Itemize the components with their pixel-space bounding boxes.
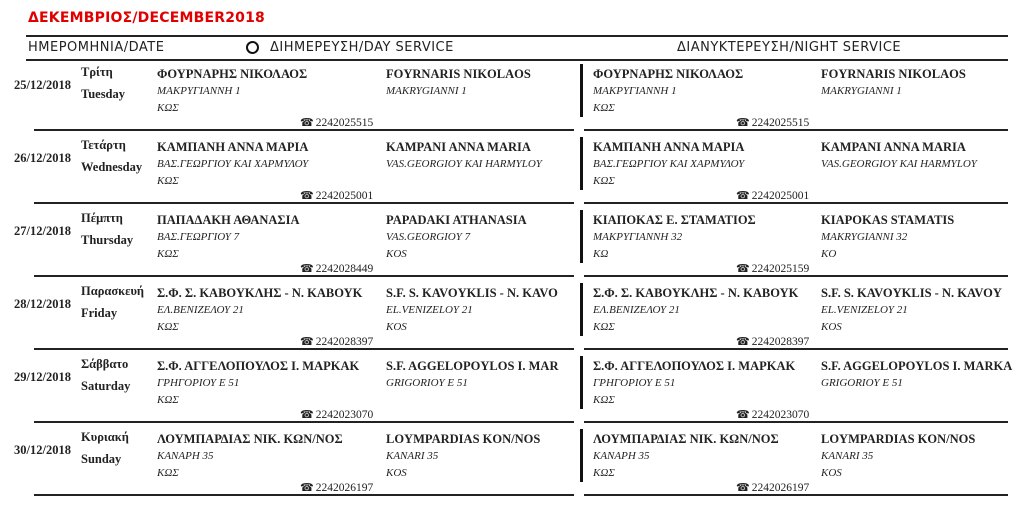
row-divider <box>34 494 574 496</box>
pharmacy-address: ΒΑΣ.ΓΕΩΡΓΙΟΥ 7 <box>157 231 240 243</box>
phone-number: 2242023070 <box>315 409 374 421</box>
table-row <box>0 139 1032 212</box>
night-pharmacy-greek <box>593 139 817 191</box>
pharmacy-address: KANARI 35 <box>821 450 874 462</box>
pharmacy-city: KO <box>821 248 837 260</box>
pharmacy-name: S.F. S. KAVOYKLIS - N. KAVO <box>386 286 558 300</box>
weekday-greek: Τρίτη <box>81 65 113 79</box>
pharmacy-city: ΚΩΣ <box>593 175 615 187</box>
column-divider <box>580 210 583 263</box>
telephone-icon: ☎ <box>736 335 750 348</box>
circle-icon <box>246 41 259 54</box>
pharmacy-address: KANARI 35 <box>386 450 439 462</box>
table-row <box>0 66 1032 139</box>
row-divider <box>584 275 1008 277</box>
table-header <box>26 35 1008 61</box>
pharmacy-address: VAS.GEORGIOY KAI HARMYLOY <box>386 158 542 170</box>
pharmacy-address: ΓΡΗΓΟΡΙΟΥ Ε 51 <box>593 377 676 389</box>
pharmacy-address: GRIGORIOY E 51 <box>821 377 903 389</box>
pharmacy-name: Σ.Φ. Σ. ΚΑΒΟΥΚΛΗΣ - Ν. ΚΑΒΟΥΚ <box>593 286 799 300</box>
day-pharmacy-latin <box>386 66 576 118</box>
pharmacy-name: ΦΟΥΡΝΑΡΗΣ ΝΙΚΟΛΑΟΣ <box>157 67 308 81</box>
pharmacy-address: ΚΑΝΑΡΗ 35 <box>157 450 214 462</box>
telephone-icon: ☎ <box>736 262 750 275</box>
weekday-english: Tuesday <box>81 87 126 101</box>
weekday-english: Wednesday <box>81 160 143 174</box>
pharmacy-name: KIAPOKAS STAMATIS <box>821 213 955 227</box>
pharmacy-city: ΚΩΣ <box>157 394 179 406</box>
night-pharmacy-latin <box>821 139 1027 191</box>
phone-number: 2242026197 <box>315 482 374 494</box>
pharmacy-address: MAKRYGIANNI 1 <box>386 85 467 97</box>
telephone-icon: ☎ <box>300 262 314 275</box>
pharmacy-city: KOS <box>821 467 842 479</box>
phone-number: 2242025515 <box>315 117 374 129</box>
pharmacy-name: LOYMPARDIAS KON/NOS <box>821 432 976 446</box>
column-divider <box>580 283 583 336</box>
pharmacy-address: ΜΑΚΡΥΓΙΑΝΝΗ 1 <box>593 85 677 97</box>
weekday-greek: Τετάρτη <box>81 138 126 152</box>
day-pharmacy-greek <box>157 66 382 118</box>
telephone-icon: ☎ <box>736 116 750 129</box>
phone-number: 2242025001 <box>315 190 374 202</box>
page-title: ΔΕΚΕΜΒΡΙΟΣ/DECEMBER2018 <box>28 10 265 26</box>
table-row <box>0 431 1032 504</box>
night-pharmacy-greek <box>593 285 817 337</box>
night-service-header: ΔΙΑΝΥΚΤΕΡΕΥΣΗ/NIGHT SERVICE <box>677 40 902 55</box>
row-divider <box>584 202 1008 204</box>
row-divider <box>34 129 574 131</box>
day-pharmacy-latin <box>386 358 576 410</box>
pharmacy-name: KAMPANI ANNA MARIA <box>821 140 966 154</box>
night-phone <box>736 262 809 275</box>
row-divider <box>584 129 1008 131</box>
pharmacy-address: ΕΛ.ΒΕΝΙΖΕΛΟΥ 21 <box>157 304 244 316</box>
night-pharmacy-latin <box>821 285 1027 337</box>
night-pharmacy-greek <box>593 358 817 410</box>
day-phone <box>300 481 373 494</box>
day-pharmacy-latin <box>386 285 576 337</box>
row-divider <box>34 348 574 350</box>
day-pharmacy-latin <box>386 212 576 264</box>
pharmacy-city: ΚΩΣ <box>593 321 615 333</box>
pharmacy-name: LOYMPARDIAS KON/NOS <box>386 432 541 446</box>
pharmacy-address: EL.VENIZELOY 21 <box>386 304 473 316</box>
pharmacy-city: ΚΩΣ <box>593 394 615 406</box>
row-divider <box>34 202 574 204</box>
phone-number: 2242026197 <box>751 482 810 494</box>
pharmacy-address: ΜΑΚΡΥΓΙΑΝΝΗ 1 <box>157 85 241 97</box>
night-phone <box>736 116 809 129</box>
pharmacy-city: KOS <box>386 467 407 479</box>
pharmacy-city: KOS <box>386 248 407 260</box>
pharmacy-address: ΒΑΣ.ΓΕΩΡΓΙΟΥ ΚΑΙ ΧΑΡΜΥΛΟΥ <box>157 158 309 170</box>
day-pharmacy-greek <box>157 431 382 483</box>
night-pharmacy-greek <box>593 212 817 264</box>
night-pharmacy-latin <box>821 431 1027 483</box>
day-phone <box>300 408 373 421</box>
telephone-icon: ☎ <box>300 408 314 421</box>
pharmacy-address: ΕΛ.ΒΕΝΙΖΕΛΟΥ 21 <box>593 304 680 316</box>
day-pharmacy-greek <box>157 285 382 337</box>
pharmacy-name: Σ.Φ. ΑΓΓΕΛΟΠΟΥΛΟΣ Ι. ΜΑΡΚΑΚ <box>157 359 360 373</box>
row-date: 28/12/2018 <box>14 297 71 311</box>
day-pharmacy-greek <box>157 212 382 264</box>
phone-number: 2242023070 <box>751 409 810 421</box>
pharmacy-address: GRIGORIOY E 51 <box>386 377 468 389</box>
telephone-icon: ☎ <box>300 335 314 348</box>
pharmacy-city <box>386 101 576 118</box>
table-row <box>0 358 1032 431</box>
pharmacy-name: ΛΟΥΜΠΑΡΔΙΑΣ ΝΙΚ. ΚΩΝ/ΝΟΣ <box>157 432 343 446</box>
pharmacy-address: ΒΑΣ.ΓΕΩΡΓΙΟΥ ΚΑΙ ΧΑΡΜΥΛΟΥ <box>593 158 745 170</box>
pharmacy-name: ΚΙΑΠΟΚΑΣ Ε. ΣΤΑΜΑΤΙΟΣ <box>593 213 756 227</box>
day-pharmacy-greek <box>157 358 382 410</box>
weekday-english: Thursday <box>81 233 134 247</box>
phone-number: 2242028397 <box>315 336 374 348</box>
pharmacy-name: ΛΟΥΜΠΑΡΔΙΑΣ ΝΙΚ. ΚΩΝ/ΝΟΣ <box>593 432 779 446</box>
night-phone <box>736 408 809 421</box>
day-pharmacy-latin <box>386 139 576 191</box>
pharmacy-name: ΦΟΥΡΝΑΡΗΣ ΝΙΚΟΛΑΟΣ <box>593 67 744 81</box>
table-row <box>0 212 1032 285</box>
row-divider <box>34 421 574 423</box>
pharmacy-name: S.F. AGGELOPOYLOS I. MAR <box>386 359 559 373</box>
pharmacy-city: ΚΩΣ <box>157 102 179 114</box>
night-pharmacy-greek <box>593 431 817 483</box>
pharmacy-name: ΚΑΜΠΑΝΗ ΑΝΝΑ ΜΑΡΙΑ <box>157 140 309 154</box>
phone-number: 2242028449 <box>315 263 374 275</box>
row-divider <box>584 494 1008 496</box>
pharmacy-address: VAS.GEORGIOY 7 <box>386 231 471 243</box>
day-pharmacy-greek <box>157 139 382 191</box>
weekday-english: Saturday <box>81 379 131 393</box>
weekday-greek: Πέμπτη <box>81 211 123 225</box>
pharmacy-city: ΚΩΣ <box>157 467 179 479</box>
column-divider <box>580 64 583 117</box>
pharmacy-city: ΚΩΣ <box>157 321 179 333</box>
pharmacy-city: ΚΩ <box>593 248 609 260</box>
telephone-icon: ☎ <box>300 481 314 494</box>
pharmacy-name: FOYRNARIS NIKOLAOS <box>386 67 531 81</box>
row-divider <box>584 348 1008 350</box>
night-pharmacy-latin <box>821 358 1027 410</box>
weekday-greek: Κυριακή <box>81 430 129 444</box>
pharmacy-name: Σ.Φ. Σ. ΚΑΒΟΥΚΛΗΣ - Ν. ΚΑΒΟΥΚ <box>157 286 363 300</box>
phone-number: 2242025515 <box>751 117 810 129</box>
phone-number: 2242028397 <box>751 336 810 348</box>
day-pharmacy-latin <box>386 431 576 483</box>
row-date: 29/12/2018 <box>14 370 71 384</box>
pharmacy-name: ΚΑΜΠΑΝΗ ΑΝΝΑ ΜΑΡΙΑ <box>593 140 745 154</box>
telephone-icon: ☎ <box>300 116 314 129</box>
pharmacy-address: VAS.GEORGIOY KAI HARMYLOY <box>821 158 977 170</box>
day-phone <box>300 335 373 348</box>
phone-number: 2242025001 <box>751 190 810 202</box>
weekday-greek: Σάββατο <box>81 357 129 371</box>
phone-number: 2242025159 <box>751 263 810 275</box>
row-date: 25/12/2018 <box>14 78 71 92</box>
pharmacy-address: ΚΑΝΑΡΗ 35 <box>593 450 650 462</box>
day-phone <box>300 189 373 202</box>
pharmacy-city: KOS <box>821 321 842 333</box>
column-divider <box>580 356 583 409</box>
telephone-icon: ☎ <box>300 189 314 202</box>
pharmacy-address: EL.VENIZELOY 21 <box>821 304 908 316</box>
date-column-header: ΗΜΕΡΟΜΗΝΙΑ/DATE <box>28 40 165 55</box>
row-divider <box>584 421 1008 423</box>
pharmacy-city: ΚΩΣ <box>593 467 615 479</box>
weekday-english: Sunday <box>81 452 122 466</box>
pharmacy-city: KOS <box>386 321 407 333</box>
telephone-icon: ☎ <box>736 481 750 494</box>
pharmacy-city: ΚΩΣ <box>157 175 179 187</box>
night-pharmacy-latin <box>821 66 1027 118</box>
day-service-header: ΔΙΗΜΕΡΕΥΣΗ/DAY SERVICE <box>270 40 454 55</box>
pharmacy-address: MAKRYGIANNI 1 <box>821 85 902 97</box>
pharmacy-city <box>821 174 1027 191</box>
day-phone <box>300 116 373 129</box>
pharmacy-city <box>821 101 1027 118</box>
table-row <box>0 285 1032 358</box>
pharmacy-city: ΚΩΣ <box>157 248 179 260</box>
pharmacy-address: MAKRYGIANNI 32 <box>821 231 908 243</box>
telephone-icon: ☎ <box>736 408 750 421</box>
night-phone <box>736 189 809 202</box>
pharmacy-name: ΠΑΠΑΔΑΚΗ ΑΘΑΝΑΣΙΑ <box>157 213 300 227</box>
row-date: 30/12/2018 <box>14 443 71 457</box>
weekday-english: Friday <box>81 306 118 320</box>
column-divider <box>580 137 583 190</box>
column-divider <box>580 429 583 482</box>
pharmacy-address: ΜΑΚΡΥΓΙΑΝΝΗ 32 <box>593 231 683 243</box>
night-pharmacy-latin <box>821 212 1027 264</box>
telephone-icon: ☎ <box>736 189 750 202</box>
pharmacy-name: FOYRNARIS NIKOLAOS <box>821 67 966 81</box>
pharmacy-city: ΚΩΣ <box>593 102 615 114</box>
pharmacy-city <box>386 393 576 410</box>
night-phone <box>736 335 809 348</box>
night-phone <box>736 481 809 494</box>
row-date: 27/12/2018 <box>14 224 71 238</box>
row-divider <box>34 275 574 277</box>
pharmacy-city <box>821 393 1027 410</box>
day-phone <box>300 262 373 275</box>
row-date: 26/12/2018 <box>14 151 71 165</box>
pharmacy-name: PAPADAKI ATHANASIA <box>386 213 527 227</box>
pharmacy-name: Σ.Φ. ΑΓΓΕΛΟΠΟΥΛΟΣ Ι. ΜΑΡΚΑΚ <box>593 359 796 373</box>
pharmacy-name: S.F. AGGELOPOYLOS I. MARKA <box>821 359 1013 373</box>
pharmacy-name: S.F. S. KAVOYKLIS - N. KAVOY <box>821 286 1002 300</box>
pharmacy-address: ΓΡΗΓΟΡΙΟΥ Ε 51 <box>157 377 240 389</box>
pharmacy-name: KAMPANI ANNA MARIA <box>386 140 531 154</box>
weekday-greek: Παρασκευή <box>81 284 145 298</box>
pharmacy-city <box>386 174 576 191</box>
night-pharmacy-greek <box>593 66 817 118</box>
